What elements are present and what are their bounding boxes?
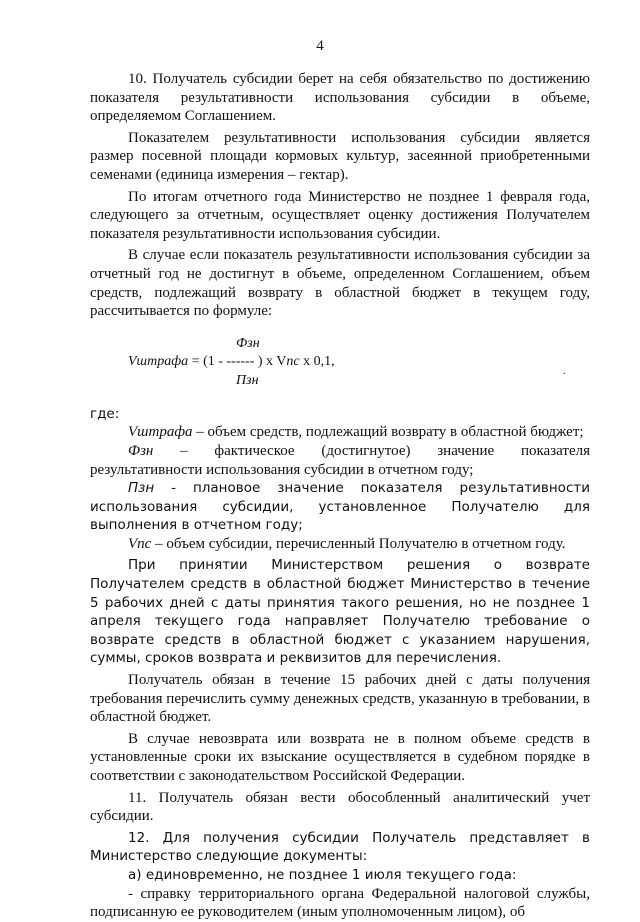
formula-tail: x 0,1,	[299, 353, 335, 369]
paragraph-15-days: Получатель обязан в течение 15 рабочих дней с даты получения требования перечислить сумму денежных средств, указанную в требовании, в областной бюджет.	[90, 672, 590, 726]
paragraph-indicator: Показателем результативности использования субсидии является размер посевной площади кормовых культур, засеянной приобретенными семенами (единица измерения – гектар).	[90, 129, 590, 183]
definition-pzn: Пзн - плановое значение показателя результативности использования субсидии, установленное Получателю для выполнения в отчетном году;	[90, 480, 590, 534]
paragraph-certificate: - справку территориального органа Федеральной налоговой службы, подписанную ее руководителем (иным уполномоченным лицом), об	[90, 885, 590, 921]
definition-vps: Vпс – объем субсидии, перечисленный Получателю в отчетном году.	[128, 535, 566, 552]
formula-var: пс	[286, 353, 300, 369]
paragraph-12a: а) единовременно, не позднее 1 июля текущего года:	[128, 866, 517, 883]
paragraph-non-return: В случае невозврата или возврата не в полном объеме средств в установленные сроки их взыскание осуществляется в судебном порядке в соответствии с законодательством Российской Федерации.	[90, 730, 590, 784]
formula-denominator: Пзн	[236, 372, 259, 388]
definition-vshtrafa: Vштрафа – объем средств, подлежащий возврату в областной бюджет;	[128, 424, 584, 441]
where-label: где:	[90, 405, 120, 422]
paragraph-assessment: По итогам отчетного года Министерство не позднее 1 февраля года, следующего за отчетным, осуществляет оценку достижения Получателем показателя результативности использования субсидии.	[90, 188, 590, 242]
formula-main-line	[128, 353, 335, 372]
penalty-formula	[90, 335, 590, 393]
paragraph-10: 10. Получатель субсидии берет на себя обязательство по достижению показателя результативности использования субсидии в объеме, определяемом Соглашением.	[90, 71, 590, 125]
stray-dot: .	[563, 365, 566, 377]
paragraph-formula-intro: В случае если показатель результативности использования субсидии за отчетный год не достигнут в объеме, определенном Соглашением, объем средств, подлежащий возврату в областной бюджет в текущем году, рассчитывается по формуле:	[90, 247, 590, 320]
page-number: 4	[316, 38, 324, 54]
formula-lhs: Vштрафа	[128, 353, 189, 369]
document-body	[90, 70, 590, 922]
paragraph-12: 12. Для получения субсидии Получатель представляет в Министерство следующие документы:	[90, 829, 590, 865]
paragraph-return-decision: При принятии Министерством решения о возврате Получателем средств в областной бюджет Министерство в течение 5 рабочих дней с даты принятия такого решения, но не позднее 1 апреля текущего года направляет Получателю требование о возврате средств в областной бюджет с указанием нарушения, суммы, сроков возврата и реквизитов для перечисления.	[90, 557, 590, 667]
paragraph-11: 11. Получатель обязан вести обособленный аналитический учет субсидии.	[90, 789, 590, 825]
definition-fzn: Фзн – фактическое (достигнутое) значение показателя результативности использования субсидии в отчетном году;	[90, 442, 590, 478]
formula-numerator: Фзн	[236, 335, 260, 351]
formula-middle: = (1 - ------ ) x V	[188, 353, 287, 369]
